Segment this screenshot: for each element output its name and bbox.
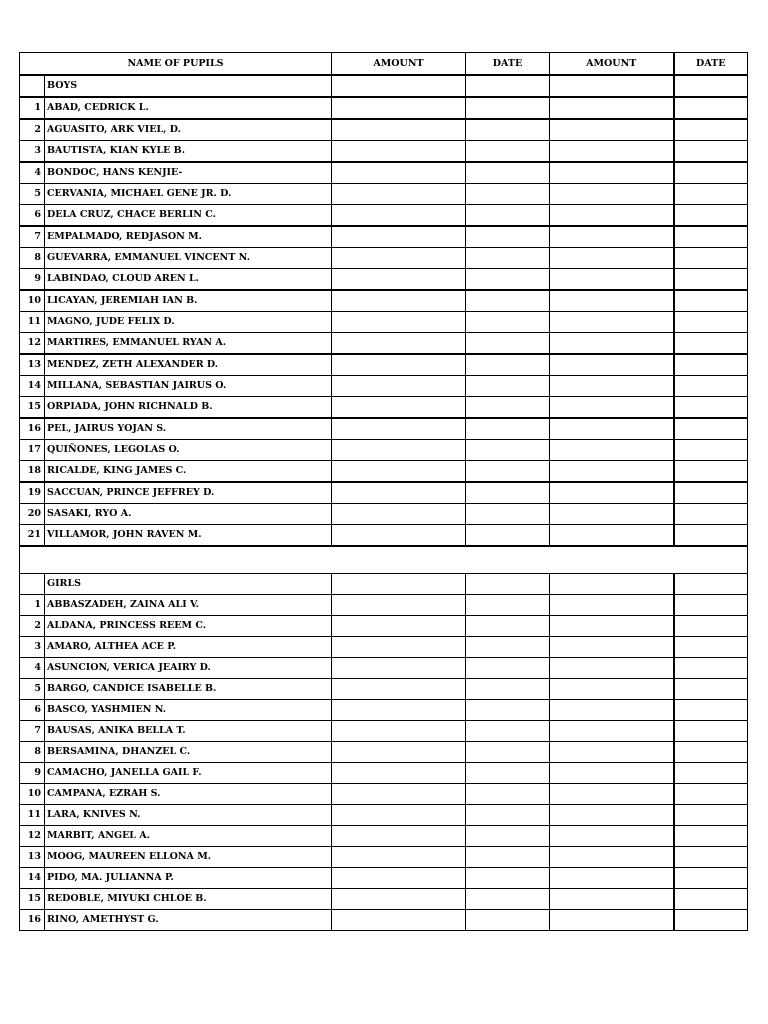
row-number: 7	[20, 226, 45, 248]
pupil-name: GUEVARRA, EMMANUEL VINCENT N.	[45, 248, 332, 269]
amount-2-cell[interactable]	[550, 868, 674, 889]
pupil-name: MILLANA, SEBASTIAN JAIRUS O.	[45, 376, 332, 397]
amount-2-cell[interactable]	[550, 763, 674, 784]
date-1-cell[interactable]	[466, 504, 550, 525]
row-number-cell	[20, 574, 45, 595]
table-row	[20, 354, 748, 376]
table-row	[20, 525, 748, 547]
amount-1-cell[interactable]	[332, 461, 466, 483]
table-row	[20, 397, 748, 419]
date-2-cell[interactable]	[674, 679, 748, 700]
row-number-cell	[20, 75, 45, 97]
table-row	[20, 637, 748, 658]
date-2-cell[interactable]	[674, 616, 748, 637]
amount-2-cell[interactable]	[550, 184, 674, 205]
date-2-cell[interactable]	[674, 868, 748, 889]
table-row	[20, 721, 748, 742]
amount-1-cell[interactable]	[332, 482, 466, 504]
table-row	[20, 868, 748, 889]
amount-1-cell[interactable]	[332, 721, 466, 742]
date-2-cell[interactable]	[674, 312, 748, 333]
pupil-name: QUIÑONES, LEGOLAS O.	[45, 440, 332, 461]
date-1-cell[interactable]	[466, 376, 550, 397]
pupil-name: DELA CRUZ, CHACE BERLIN C.	[45, 205, 332, 227]
date-2-cell[interactable]	[674, 847, 748, 868]
table-row	[20, 205, 748, 227]
pupil-name: BERSAMINA, DHANZEL C.	[45, 742, 332, 763]
date-1-cell[interactable]	[466, 290, 550, 312]
amount-2-cell[interactable]	[550, 847, 674, 868]
header-date-2: DATE	[674, 53, 748, 76]
pupil-name: CAMACHO, JANELLA GAIL F.	[45, 763, 332, 784]
date-2-cell[interactable]	[674, 826, 748, 847]
table-row	[20, 312, 748, 333]
table-row	[20, 119, 748, 141]
pupils-table	[19, 52, 748, 931]
row-number: 14	[20, 868, 45, 889]
date-2-cell[interactable]	[674, 658, 748, 679]
date-2-cell[interactable]	[674, 119, 748, 141]
pupil-name: EMPALMADO, REDJASON M.	[45, 226, 332, 248]
amount-2-cell[interactable]	[550, 616, 674, 637]
boys-section-label: BOYS	[45, 75, 332, 97]
amount-1-cell[interactable]	[332, 679, 466, 700]
row-number: 12	[20, 333, 45, 355]
date-1-cell[interactable]	[466, 721, 550, 742]
table-row	[20, 418, 748, 440]
amount-1-cell[interactable]	[332, 333, 466, 355]
amount-2-cell[interactable]	[550, 290, 674, 312]
amount-2-cell[interactable]	[550, 269, 674, 291]
table-row	[20, 847, 748, 868]
table-row	[20, 226, 748, 248]
date-1-cell[interactable]	[466, 847, 550, 868]
amount-2-cell[interactable]	[550, 658, 674, 679]
date-2-cell[interactable]	[674, 784, 748, 805]
row-number: 21	[20, 525, 45, 547]
amount-2-cell[interactable]	[550, 97, 674, 119]
amount-1-cell[interactable]	[332, 595, 466, 616]
row-number: 13	[20, 354, 45, 376]
table-row	[20, 784, 748, 805]
row-number: 18	[20, 461, 45, 483]
date-1-cell[interactable]	[466, 312, 550, 333]
amount-1-cell[interactable]	[332, 574, 466, 595]
amount-2-cell[interactable]	[550, 418, 674, 440]
pupil-name: LABINDAO, CLOUD AREN L.	[45, 269, 332, 291]
date-1-cell[interactable]	[466, 574, 550, 595]
row-number: 1	[20, 97, 45, 119]
row-number: 16	[20, 910, 45, 931]
pupil-name: CAMPANA, EZRAH S.	[45, 784, 332, 805]
header-name-of-pupils: NAME OF PUPILS	[20, 53, 332, 76]
amount-2-cell[interactable]	[550, 805, 674, 826]
date-1-cell[interactable]	[466, 595, 550, 616]
amount-1-cell[interactable]	[332, 418, 466, 440]
row-number: 12	[20, 826, 45, 847]
date-1-cell[interactable]	[466, 162, 550, 184]
amount-1-cell[interactable]	[332, 290, 466, 312]
date-2-cell[interactable]	[674, 574, 748, 595]
pupil-name: BASCO, YASHMIEN N.	[45, 700, 332, 721]
date-2-cell[interactable]	[674, 75, 748, 97]
date-2-cell[interactable]	[674, 721, 748, 742]
row-number: 19	[20, 482, 45, 504]
table-row	[20, 742, 748, 763]
date-1-cell[interactable]	[466, 226, 550, 248]
pupil-name: ABBASZADEH, ZAINA ALI V.	[45, 595, 332, 616]
date-1-cell[interactable]	[466, 658, 550, 679]
amount-2-cell[interactable]	[550, 637, 674, 658]
table-row	[20, 141, 748, 163]
pupil-name: PEL, JAIRUS YOJAN S.	[45, 418, 332, 440]
table-row	[20, 184, 748, 205]
date-2-cell[interactable]	[674, 97, 748, 119]
amount-1-cell[interactable]	[332, 97, 466, 119]
row-number: 15	[20, 397, 45, 419]
date-1-cell[interactable]	[466, 525, 550, 547]
date-2-cell[interactable]	[674, 248, 748, 269]
table-row	[20, 162, 748, 184]
date-1-cell[interactable]	[466, 784, 550, 805]
date-1-cell[interactable]	[466, 184, 550, 205]
pupil-name: CERVANIA, MICHAEL GENE JR. D.	[45, 184, 332, 205]
date-2-cell[interactable]	[674, 397, 748, 419]
date-2-cell[interactable]	[674, 141, 748, 163]
amount-2-cell[interactable]	[550, 721, 674, 742]
amount-1-cell[interactable]	[332, 248, 466, 269]
table-row	[20, 679, 748, 700]
date-1-cell[interactable]	[466, 742, 550, 763]
amount-1-cell[interactable]	[332, 847, 466, 868]
date-1-cell[interactable]	[466, 637, 550, 658]
amount-1-cell[interactable]	[332, 226, 466, 248]
pupil-name: RICALDE, KING JAMES C.	[45, 461, 332, 483]
amount-2-cell[interactable]	[550, 226, 674, 248]
amount-1-cell[interactable]	[332, 354, 466, 376]
row-number: 6	[20, 700, 45, 721]
date-2-cell[interactable]	[674, 805, 748, 826]
amount-1-cell[interactable]	[332, 205, 466, 227]
pupil-name: ORPIADA, JOHN RICHNALD B.	[45, 397, 332, 419]
pupil-name: AMARO, ALTHEA ACE P.	[45, 637, 332, 658]
pupil-name: SASAKI, RYO A.	[45, 504, 332, 525]
amount-2-cell[interactable]	[550, 784, 674, 805]
amount-1-cell[interactable]	[332, 616, 466, 637]
date-2-cell[interactable]	[674, 763, 748, 784]
row-number: 10	[20, 290, 45, 312]
amount-2-cell[interactable]	[550, 312, 674, 333]
row-number: 9	[20, 763, 45, 784]
date-2-cell[interactable]	[674, 700, 748, 721]
amount-1-cell[interactable]	[332, 376, 466, 397]
row-number: 16	[20, 418, 45, 440]
row-number: 7	[20, 721, 45, 742]
date-2-cell[interactable]	[674, 184, 748, 205]
table-row	[20, 482, 748, 504]
amount-2-cell[interactable]	[550, 826, 674, 847]
table-row	[20, 248, 748, 269]
pupil-name: RINO, AMETHYST G.	[45, 910, 332, 931]
date-2-cell[interactable]	[674, 376, 748, 397]
spacer-cell	[20, 546, 748, 574]
pupil-name: BAUSAS, ANIKA BELLA T.	[45, 721, 332, 742]
table-row	[20, 595, 748, 616]
row-number: 10	[20, 784, 45, 805]
pupil-name: ABAD, CEDRICK L.	[45, 97, 332, 119]
table-row	[20, 889, 748, 910]
pupil-name: SACCUAN, PRINCE JEFFREY D.	[45, 482, 332, 504]
spacer-row	[20, 546, 748, 574]
date-1-cell[interactable]	[466, 75, 550, 97]
pupil-name: BONDOC, HANS KENJIE-	[45, 162, 332, 184]
row-number: 11	[20, 312, 45, 333]
date-1-cell[interactable]	[466, 354, 550, 376]
row-number: 6	[20, 205, 45, 227]
date-1-cell[interactable]	[466, 805, 550, 826]
pupil-name: BARGO, CANDICE ISABELLE B.	[45, 679, 332, 700]
date-1-cell[interactable]	[466, 205, 550, 227]
row-number: 1	[20, 595, 45, 616]
table-body	[20, 75, 748, 931]
table-row	[20, 700, 748, 721]
amount-2-cell[interactable]	[550, 889, 674, 910]
table-row	[20, 763, 748, 784]
amount-2-cell[interactable]	[550, 595, 674, 616]
row-number: 8	[20, 248, 45, 269]
amount-1-cell[interactable]	[332, 525, 466, 547]
amount-1-cell[interactable]	[332, 184, 466, 205]
amount-2-cell[interactable]	[550, 333, 674, 355]
amount-2-cell[interactable]	[550, 141, 674, 163]
amount-1-cell[interactable]	[332, 440, 466, 461]
table-row	[20, 805, 748, 826]
date-1-cell[interactable]	[466, 482, 550, 504]
pupil-name: ASUNCION, VERICA JEAIRY D.	[45, 658, 332, 679]
row-number: 4	[20, 162, 45, 184]
date-1-cell[interactable]	[466, 440, 550, 461]
amount-2-cell[interactable]	[550, 162, 674, 184]
date-2-cell[interactable]	[674, 504, 748, 525]
row-number: 5	[20, 184, 45, 205]
date-1-cell[interactable]	[466, 868, 550, 889]
amount-2-cell[interactable]	[550, 482, 674, 504]
date-2-cell[interactable]	[674, 205, 748, 227]
amount-2-cell[interactable]	[550, 742, 674, 763]
row-number: 17	[20, 440, 45, 461]
amount-1-cell[interactable]	[332, 784, 466, 805]
date-2-cell[interactable]	[674, 354, 748, 376]
pupil-name: LICAYAN, JEREMIAH IAN B.	[45, 290, 332, 312]
date-2-cell[interactable]	[674, 595, 748, 616]
date-1-cell[interactable]	[466, 461, 550, 483]
amount-1-cell[interactable]	[332, 742, 466, 763]
date-2-cell[interactable]	[674, 482, 748, 504]
table-row	[20, 440, 748, 461]
table-row	[20, 269, 748, 291]
amount-2-cell[interactable]	[550, 376, 674, 397]
amount-2-cell[interactable]	[550, 504, 674, 525]
table-row	[20, 910, 748, 931]
header-amount-2: AMOUNT	[550, 53, 674, 76]
amount-1-cell[interactable]	[332, 637, 466, 658]
table-row	[20, 658, 748, 679]
amount-1-cell[interactable]	[332, 889, 466, 910]
table-row	[20, 290, 748, 312]
amount-1-cell[interactable]	[332, 75, 466, 97]
table-row	[20, 376, 748, 397]
amount-2-cell[interactable]	[550, 119, 674, 141]
date-1-cell[interactable]	[466, 910, 550, 931]
amount-2-cell[interactable]	[550, 525, 674, 547]
date-1-cell[interactable]	[466, 418, 550, 440]
date-1-cell[interactable]	[466, 616, 550, 637]
date-2-cell[interactable]	[674, 742, 748, 763]
row-number: 3	[20, 637, 45, 658]
header-date-1: DATE	[466, 53, 550, 76]
amount-2-cell[interactable]	[550, 700, 674, 721]
date-1-cell[interactable]	[466, 97, 550, 119]
date-2-cell[interactable]	[674, 637, 748, 658]
date-1-cell[interactable]	[466, 763, 550, 784]
date-2-cell[interactable]	[674, 226, 748, 248]
pupil-name: BAUTISTA, KIAN KYLE B.	[45, 141, 332, 163]
date-1-cell[interactable]	[466, 248, 550, 269]
date-1-cell[interactable]	[466, 700, 550, 721]
amount-1-cell[interactable]	[332, 826, 466, 847]
date-2-cell[interactable]	[674, 461, 748, 483]
table-row	[20, 333, 748, 355]
amount-1-cell[interactable]	[332, 763, 466, 784]
amount-2-cell[interactable]	[550, 205, 674, 227]
date-1-cell[interactable]	[466, 269, 550, 291]
boys-section-row	[20, 75, 748, 97]
amount-2-cell[interactable]	[550, 354, 674, 376]
amount-2-cell[interactable]	[550, 248, 674, 269]
table-row	[20, 461, 748, 483]
row-number: 5	[20, 679, 45, 700]
amount-1-cell[interactable]	[332, 397, 466, 419]
amount-1-cell[interactable]	[332, 162, 466, 184]
row-number: 2	[20, 119, 45, 141]
date-2-cell[interactable]	[674, 418, 748, 440]
row-number: 2	[20, 616, 45, 637]
date-2-cell[interactable]	[674, 889, 748, 910]
row-number: 13	[20, 847, 45, 868]
date-1-cell[interactable]	[466, 826, 550, 847]
amount-2-cell[interactable]	[550, 574, 674, 595]
amount-1-cell[interactable]	[332, 312, 466, 333]
date-2-cell[interactable]	[674, 910, 748, 931]
amount-1-cell[interactable]	[332, 910, 466, 931]
pupil-name: MARBIT, ANGEL A.	[45, 826, 332, 847]
date-1-cell[interactable]	[466, 679, 550, 700]
row-number: 4	[20, 658, 45, 679]
pupil-name: MAGNO, JUDE FELIX D.	[45, 312, 332, 333]
amount-1-cell[interactable]	[332, 700, 466, 721]
date-1-cell[interactable]	[466, 119, 550, 141]
table-row	[20, 97, 748, 119]
pupil-name: REDOBLE, MIYUKI CHLOE B.	[45, 889, 332, 910]
amount-2-cell[interactable]	[550, 461, 674, 483]
table-row	[20, 504, 748, 525]
amount-2-cell[interactable]	[550, 397, 674, 419]
date-1-cell[interactable]	[466, 889, 550, 910]
amount-1-cell[interactable]	[332, 119, 466, 141]
date-1-cell[interactable]	[466, 333, 550, 355]
amount-1-cell[interactable]	[332, 805, 466, 826]
date-2-cell[interactable]	[674, 525, 748, 547]
amount-2-cell[interactable]	[550, 440, 674, 461]
date-2-cell[interactable]	[674, 440, 748, 461]
pupil-name: VILLAMOR, JOHN RAVEN M.	[45, 525, 332, 547]
amount-1-cell[interactable]	[332, 269, 466, 291]
row-number: 3	[20, 141, 45, 163]
header-amount-1: AMOUNT	[332, 53, 466, 76]
amount-1-cell[interactable]	[332, 658, 466, 679]
header-row	[20, 53, 748, 76]
date-1-cell[interactable]	[466, 397, 550, 419]
amount-1-cell[interactable]	[332, 868, 466, 889]
amount-1-cell[interactable]	[332, 141, 466, 163]
row-number: 15	[20, 889, 45, 910]
date-2-cell[interactable]	[674, 290, 748, 312]
pupil-name: AGUASITO, ARK VIEL, D.	[45, 119, 332, 141]
amount-2-cell[interactable]	[550, 75, 674, 97]
table-row	[20, 826, 748, 847]
date-2-cell[interactable]	[674, 162, 748, 184]
date-2-cell[interactable]	[674, 333, 748, 355]
pupil-name: LARA, KNIVES N.	[45, 805, 332, 826]
pupil-name: MOOG, MAUREEN ELLONA M.	[45, 847, 332, 868]
girls-section-label: GIRLS	[45, 574, 332, 595]
table-row	[20, 616, 748, 637]
row-number: 11	[20, 805, 45, 826]
date-1-cell[interactable]	[466, 141, 550, 163]
row-number: 14	[20, 376, 45, 397]
amount-2-cell[interactable]	[550, 910, 674, 931]
pupil-name: ALDANA, PRINCESS REEM C.	[45, 616, 332, 637]
row-number: 9	[20, 269, 45, 291]
pupil-name: MENDEZ, ZETH ALEXANDER D.	[45, 354, 332, 376]
pupil-name: PIDO, MA. JULIANNA P.	[45, 868, 332, 889]
amount-2-cell[interactable]	[550, 679, 674, 700]
row-number: 8	[20, 742, 45, 763]
girls-section-row	[20, 574, 748, 595]
pupil-name: MARTIRES, EMMANUEL RYAN A.	[45, 333, 332, 355]
amount-1-cell[interactable]	[332, 504, 466, 525]
date-2-cell[interactable]	[674, 269, 748, 291]
row-number: 20	[20, 504, 45, 525]
